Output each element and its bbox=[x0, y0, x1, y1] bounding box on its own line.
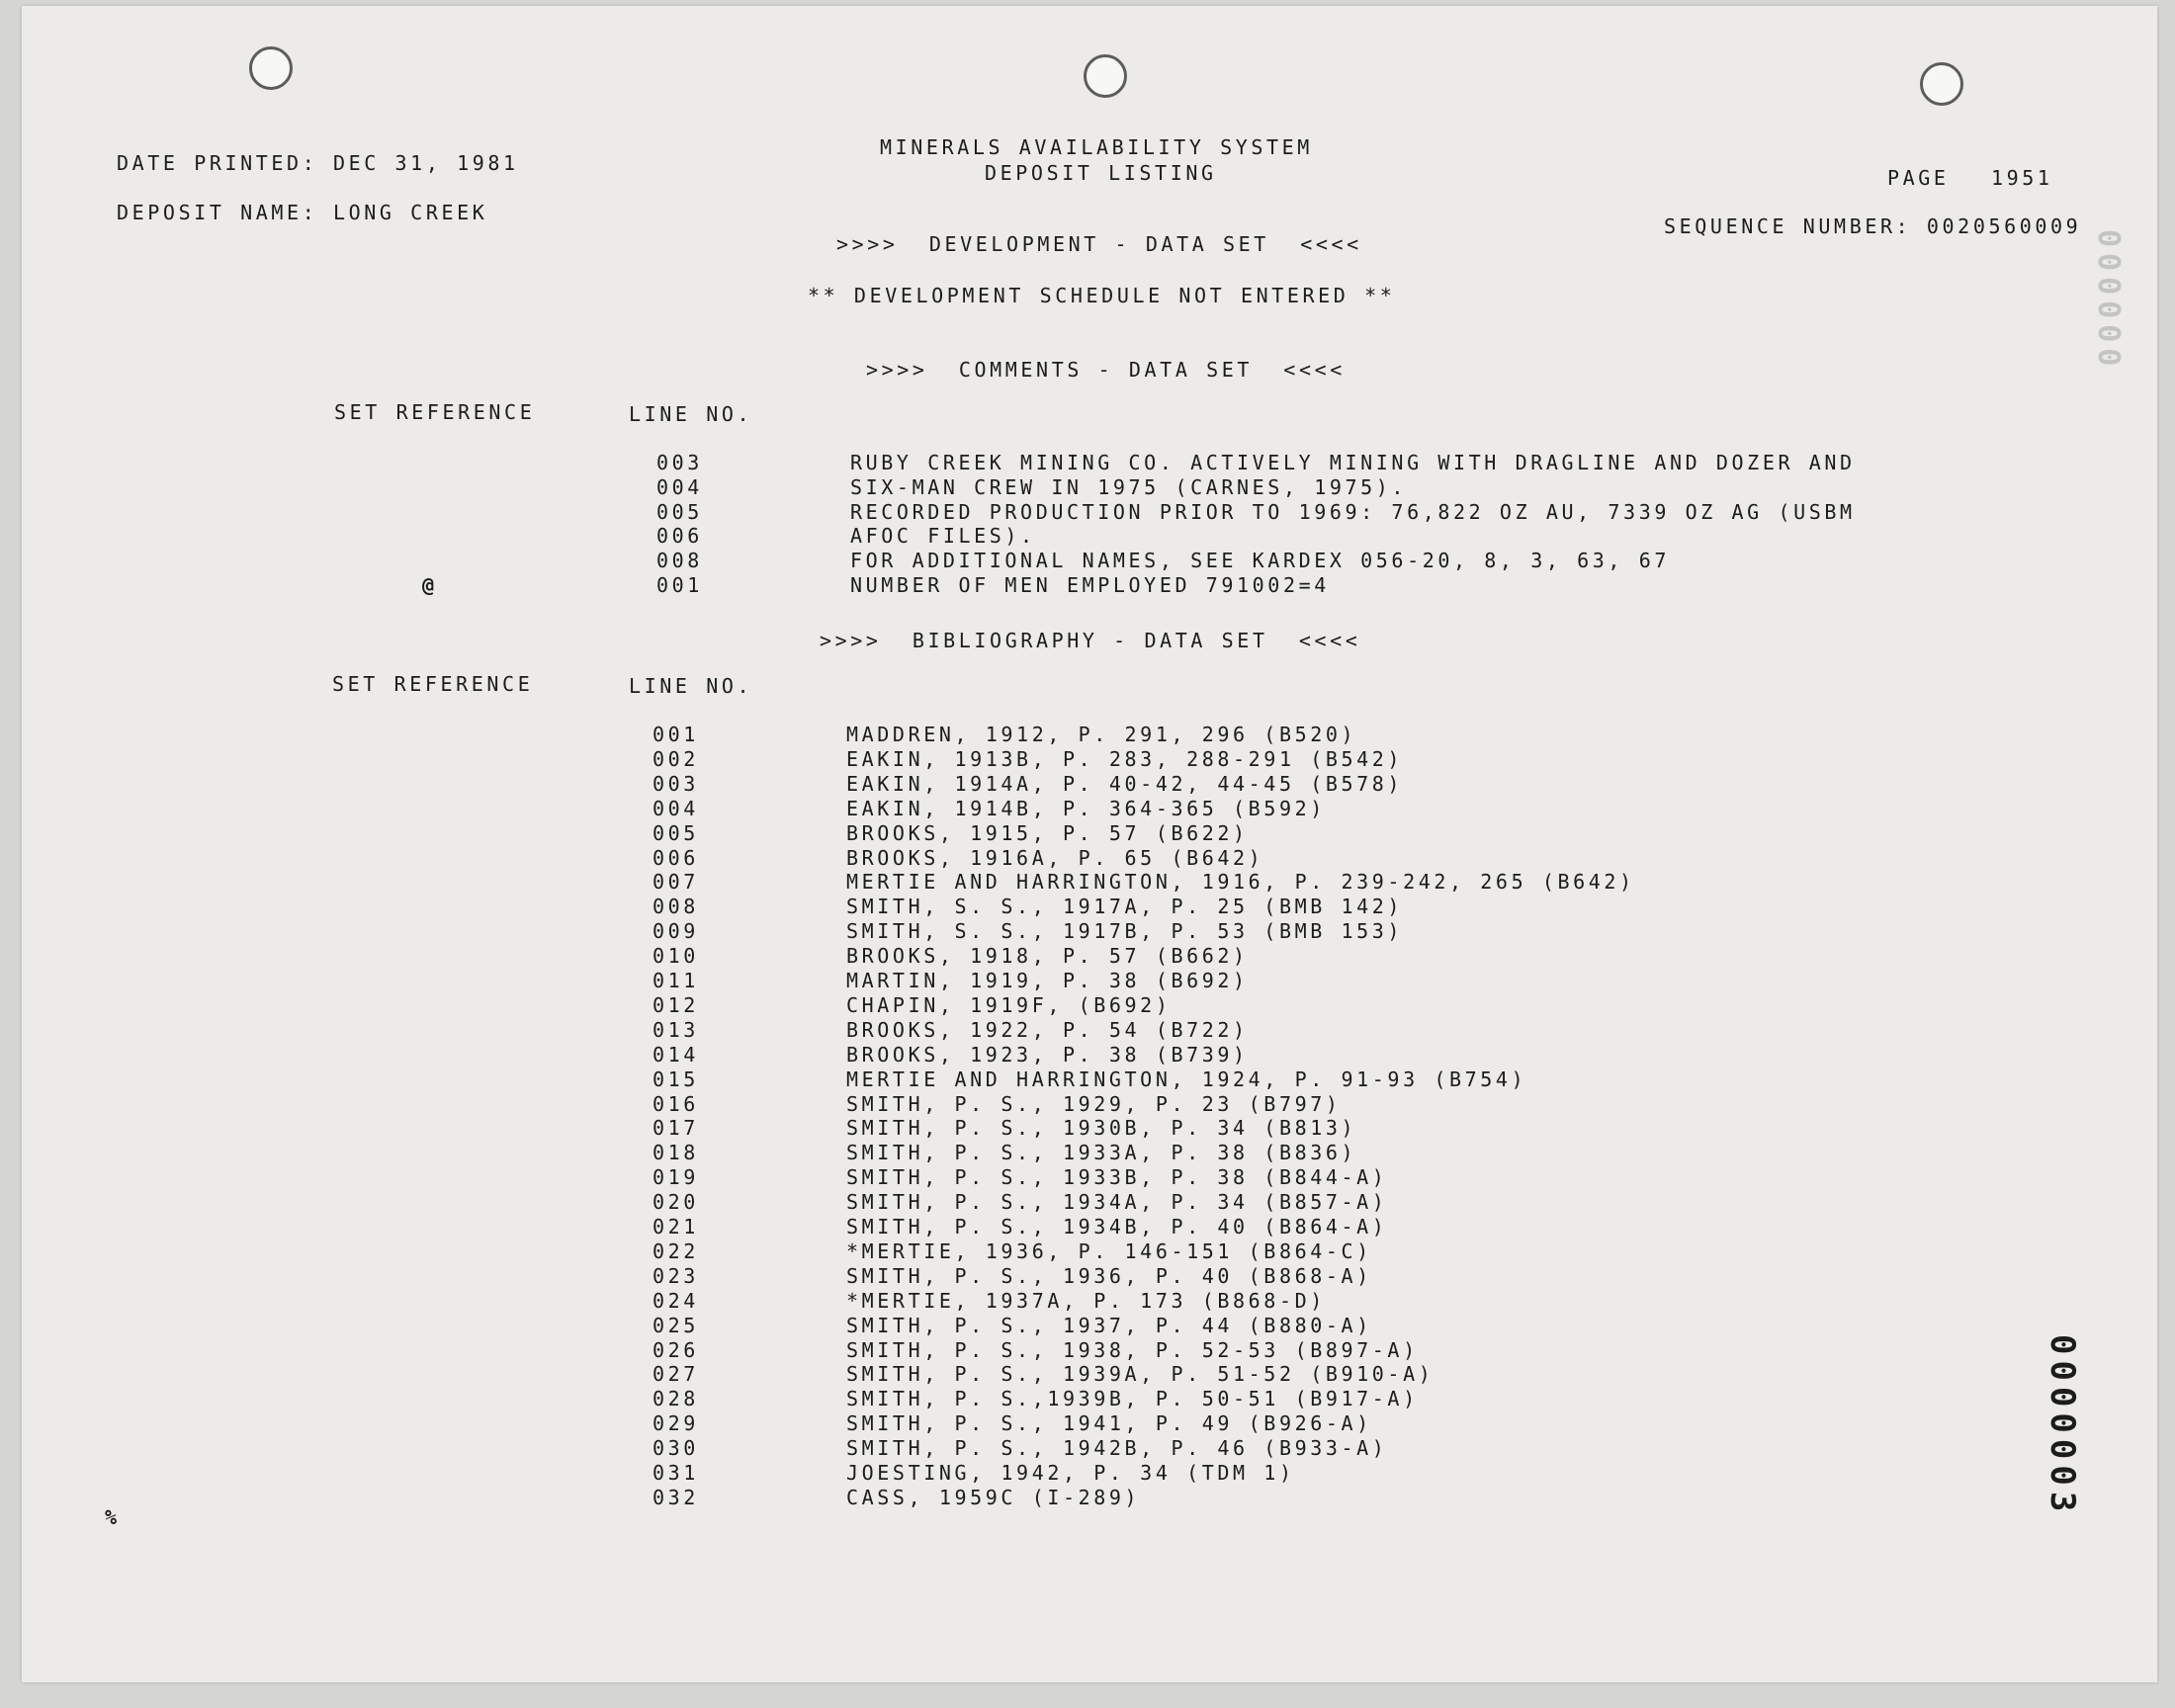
comments-set-reference-header: SET REFERENCE bbox=[334, 400, 536, 424]
footer-mark: % bbox=[105, 1505, 121, 1529]
punch-hole bbox=[1920, 62, 1963, 106]
citation-text: SMITH, S. S., 1917B, P. 53 (BMB 153) bbox=[846, 919, 1404, 944]
citation-text: SMITH, P. S., 1942B, P. 46 (B933-A) bbox=[846, 1436, 1388, 1461]
page-number: 1951 bbox=[1991, 166, 2053, 190]
comments-line-no-header: LINE NO. bbox=[629, 402, 753, 426]
line-number: 013 bbox=[652, 1017, 699, 1042]
comment-marker: @ bbox=[422, 573, 438, 597]
citation-text: MARTIN, 1919, P. 38 (B692) bbox=[846, 969, 1249, 992]
comment-text: FOR ADDITIONAL NAMES, SEE KARDEX 056-20, 8, 3, 63, 67 bbox=[850, 549, 1670, 573]
citation-text: CASS, 1959C (I-289) bbox=[846, 1485, 1141, 1509]
line-number: 028 bbox=[652, 1387, 699, 1411]
line-number: 023 bbox=[652, 1263, 699, 1288]
citation-text: MADDREN, 1912, P. 291, 296 (B520) bbox=[846, 723, 1357, 746]
citation-text: JOESTING, 1942, P. 34 (TDM 1) bbox=[846, 1461, 1295, 1485]
line-number: 008 bbox=[656, 549, 703, 573]
development-heading: >>>> DEVELOPMENT - DATA SET <<<< bbox=[836, 232, 1362, 256]
comments-heading: >>>> COMMENTS - DATA SET <<<< bbox=[866, 358, 1346, 382]
sequence-number: SEQUENCE NUMBER: 0020560009 bbox=[1664, 214, 2082, 238]
line-number: 001 bbox=[656, 573, 703, 597]
line-number: 016 bbox=[652, 1091, 699, 1116]
bibliography-heading: >>>> BIBLIOGRAPHY - DATA SET <<<< bbox=[820, 629, 1361, 652]
line-number: 030 bbox=[652, 1436, 699, 1461]
punch-hole bbox=[249, 46, 293, 90]
side-stamp: 0000003 bbox=[2043, 1334, 2082, 1518]
citation-text: MERTIE AND HARRINGTON, 1916, P. 239-242, 265 (B642) bbox=[846, 870, 1635, 895]
line-number: 017 bbox=[652, 1116, 699, 1141]
date-printed: DATE PRINTED: DEC 31, 1981 bbox=[117, 151, 519, 175]
comment-text: SIX-MAN CREW IN 1975 (CARNES, 1975). bbox=[850, 474, 1408, 499]
citation-text: SMITH, P. S.,1939B, P. 50-51 (B917-A) bbox=[846, 1387, 1419, 1411]
citation-text: SMITH, P. S., 1934B, P. 40 (B864-A) bbox=[846, 1215, 1388, 1238]
comment-text: RECORDED PRODUCTION PRIOR TO 1969: 76,822 OZ AU, 7339 OZ AG (USBM bbox=[850, 499, 1856, 524]
punch-hole bbox=[1084, 54, 1127, 98]
citation-text: BROOKS, 1916A, P. 65 (B642) bbox=[846, 845, 1264, 870]
citation-text: BROOKS, 1923, P. 38 (B739) bbox=[846, 1042, 1249, 1067]
line-number: 012 bbox=[652, 992, 699, 1017]
citation-text: SMITH, P. S., 1929, P. 23 (B797) bbox=[846, 1091, 1342, 1116]
line-number: 026 bbox=[652, 1337, 699, 1362]
deposit-name: DEPOSIT NAME: LONG CREEK bbox=[117, 201, 488, 224]
line-number: 020 bbox=[652, 1190, 699, 1215]
bibliography-set-reference-header: SET REFERENCE bbox=[332, 672, 534, 696]
side-stamp-faint: 000000 bbox=[2091, 229, 2126, 373]
line-number: 002 bbox=[652, 746, 699, 771]
citation-text: SMITH, P. S., 1937, P. 44 (B880-A) bbox=[846, 1313, 1372, 1337]
citation-text: *MERTIE, 1936, P. 146-151 (B864-C) bbox=[846, 1238, 1372, 1263]
bibliography-line-no-header: LINE NO. bbox=[629, 674, 753, 698]
line-number: 018 bbox=[652, 1141, 699, 1165]
citation-text: BROOKS, 1915, P. 57 (B622) bbox=[846, 820, 1249, 845]
line-number: 032 bbox=[652, 1485, 699, 1509]
line-number: 001 bbox=[652, 723, 699, 746]
comment-text: NUMBER OF MEN EMPLOYED 791002=4 bbox=[850, 573, 1330, 597]
development-note: ** DEVELOPMENT SCHEDULE NOT ENTERED ** bbox=[808, 284, 1396, 307]
line-number: 015 bbox=[652, 1067, 699, 1091]
citation-text: SMITH, P. S., 1939A, P. 51-52 (B910-A) bbox=[846, 1362, 1435, 1387]
line-number: 009 bbox=[652, 919, 699, 944]
line-number: 024 bbox=[652, 1288, 699, 1313]
line-number: 029 bbox=[652, 1411, 699, 1436]
citation-text: EAKIN, 1913B, P. 283, 288-291 (B542) bbox=[846, 746, 1404, 771]
line-number: 005 bbox=[652, 820, 699, 845]
citation-text: SMITH, P. S., 1938, P. 52-53 (B897-A) bbox=[846, 1337, 1419, 1362]
citation-text: BROOKS, 1922, P. 54 (B722) bbox=[846, 1017, 1249, 1042]
line-number: 011 bbox=[652, 969, 699, 992]
line-number: 004 bbox=[652, 796, 699, 820]
line-number: 025 bbox=[652, 1313, 699, 1337]
line-number: 008 bbox=[652, 895, 699, 919]
citation-text: SMITH, P. S., 1933A, P. 38 (B836) bbox=[846, 1141, 1357, 1165]
comment-text: AFOC FILES). bbox=[850, 524, 1036, 549]
line-number: 021 bbox=[652, 1215, 699, 1238]
line-number: 019 bbox=[652, 1165, 699, 1190]
citation-text: SMITH, P. S., 1936, P. 40 (B868-A) bbox=[846, 1263, 1372, 1288]
citation-text: SMITH, P. S., 1934A, P. 34 (B857-A) bbox=[846, 1190, 1388, 1215]
line-number: 022 bbox=[652, 1238, 699, 1263]
line-number: 014 bbox=[652, 1042, 699, 1067]
citation-text: SMITH, P. S., 1930B, P. 34 (B813) bbox=[846, 1116, 1357, 1141]
line-number: 005 bbox=[656, 499, 703, 524]
line-number: 003 bbox=[652, 771, 699, 796]
line-number: 007 bbox=[652, 870, 699, 895]
line-number: 027 bbox=[652, 1362, 699, 1387]
citation-text: BROOKS, 1918, P. 57 (B662) bbox=[846, 944, 1249, 969]
comment-text: RUBY CREEK MINING CO. ACTIVELY MINING WITH DRAGLINE AND DOZER AND bbox=[850, 451, 1856, 474]
citation-text: MERTIE AND HARRINGTON, 1924, P. 91-93 (B754) bbox=[846, 1067, 1527, 1091]
line-number: 006 bbox=[656, 524, 703, 549]
line-number: 004 bbox=[656, 474, 703, 499]
citation-text: *MERTIE, 1937A, P. 173 (B868-D) bbox=[846, 1288, 1326, 1313]
citation-text: CHAPIN, 1919F, (B692) bbox=[846, 992, 1172, 1017]
citation-text: EAKIN, 1914A, P. 40-42, 44-45 (B578) bbox=[846, 771, 1404, 796]
line-number: 010 bbox=[652, 944, 699, 969]
line-number: 031 bbox=[652, 1461, 699, 1485]
listing-title: DEPOSIT LISTING bbox=[985, 161, 1217, 185]
system-title: MINERALS AVAILABILITY SYSTEM bbox=[880, 135, 1313, 159]
line-number: 003 bbox=[656, 451, 703, 474]
line-number: 006 bbox=[652, 845, 699, 870]
page-label: PAGE bbox=[1887, 166, 1950, 190]
citation-text: SMITH, S. S., 1917A, P. 25 (BMB 142) bbox=[846, 895, 1404, 919]
citation-text: EAKIN, 1914B, P. 364-365 (B592) bbox=[846, 796, 1326, 820]
citation-text: SMITH, P. S., 1941, P. 49 (B926-A) bbox=[846, 1411, 1372, 1436]
citation-text: SMITH, P. S., 1933B, P. 38 (B844-A) bbox=[846, 1165, 1388, 1190]
